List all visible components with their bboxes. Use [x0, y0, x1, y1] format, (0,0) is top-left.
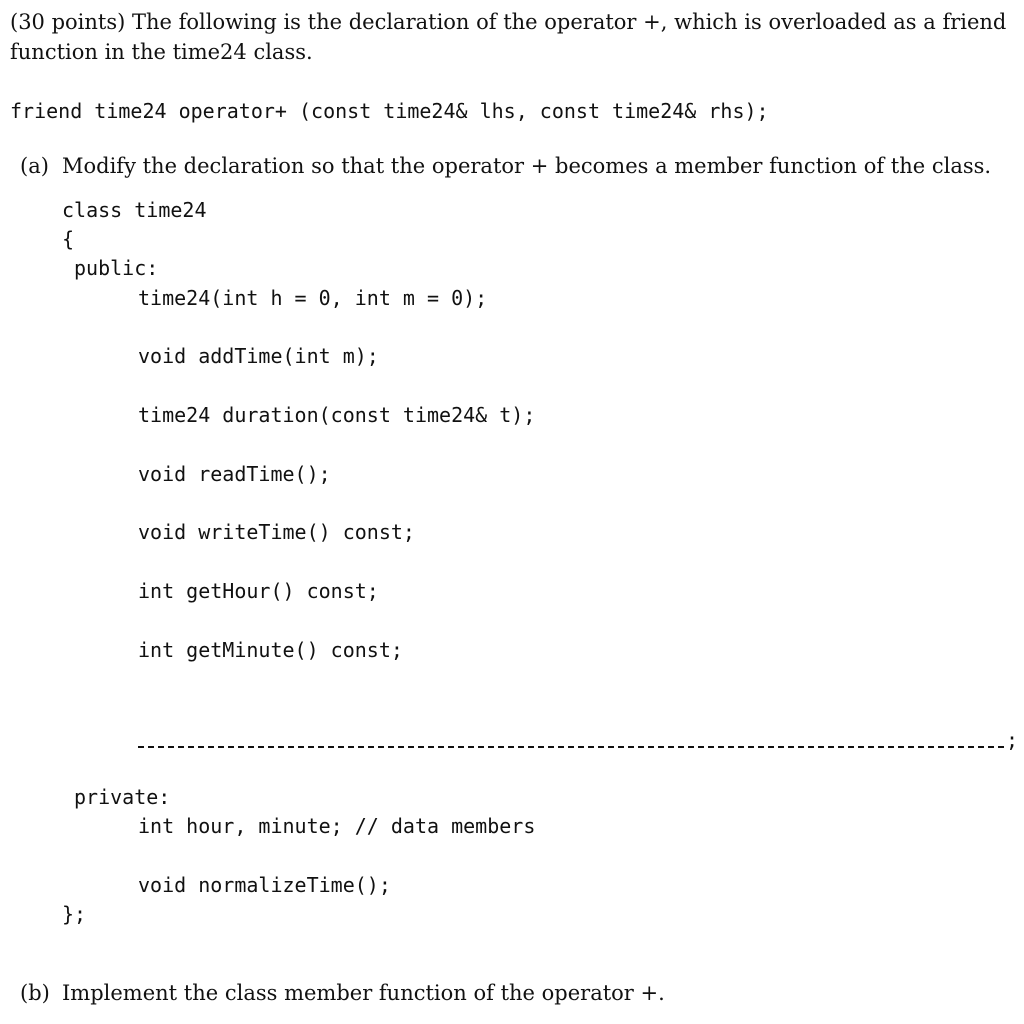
code-public-member: void readTime();	[138, 462, 331, 486]
question-header-line-1: (30 points) The following is the declaration of the operator +, which is overloaded as a friend	[10, 10, 1007, 34]
answer-blank-semicolon: ;	[1006, 728, 1019, 752]
code-public-member: time24(int h = 0, int m = 0);	[138, 286, 488, 310]
code-private-label: private:	[74, 785, 171, 809]
part-b-label: (b)	[20, 981, 50, 1005]
part-a-text: Modify the declaration so that the operator + becomes a member function of the class.	[62, 154, 992, 178]
part-a-label: (a)	[20, 154, 49, 178]
code-private-member: void normalizeTime();	[138, 873, 391, 897]
question-header-line-2: function in the time24 class.	[10, 40, 313, 64]
code-public-label: public:	[74, 256, 159, 280]
code-public-member: int getHour() const;	[138, 579, 379, 603]
code-public-member: void addTime(int m);	[138, 344, 379, 368]
code-open-brace: {	[62, 227, 75, 251]
answer-blank-line	[138, 746, 1004, 748]
code-class-line: class time24	[62, 198, 207, 222]
friend-declaration: friend time24 operator+ (const time24& lhs, const time24& rhs);	[10, 99, 769, 123]
code-public-member: time24 duration(const time24& t);	[138, 403, 536, 427]
code-public-member: int getMinute() const;	[138, 638, 403, 662]
code-private-member: int hour, minute; // data members	[138, 814, 536, 838]
code-public-member: void writeTime() const;	[138, 520, 415, 544]
code-close-brace: };	[62, 902, 87, 926]
part-b-text: Implement the class member function of the operator +.	[62, 981, 665, 1005]
